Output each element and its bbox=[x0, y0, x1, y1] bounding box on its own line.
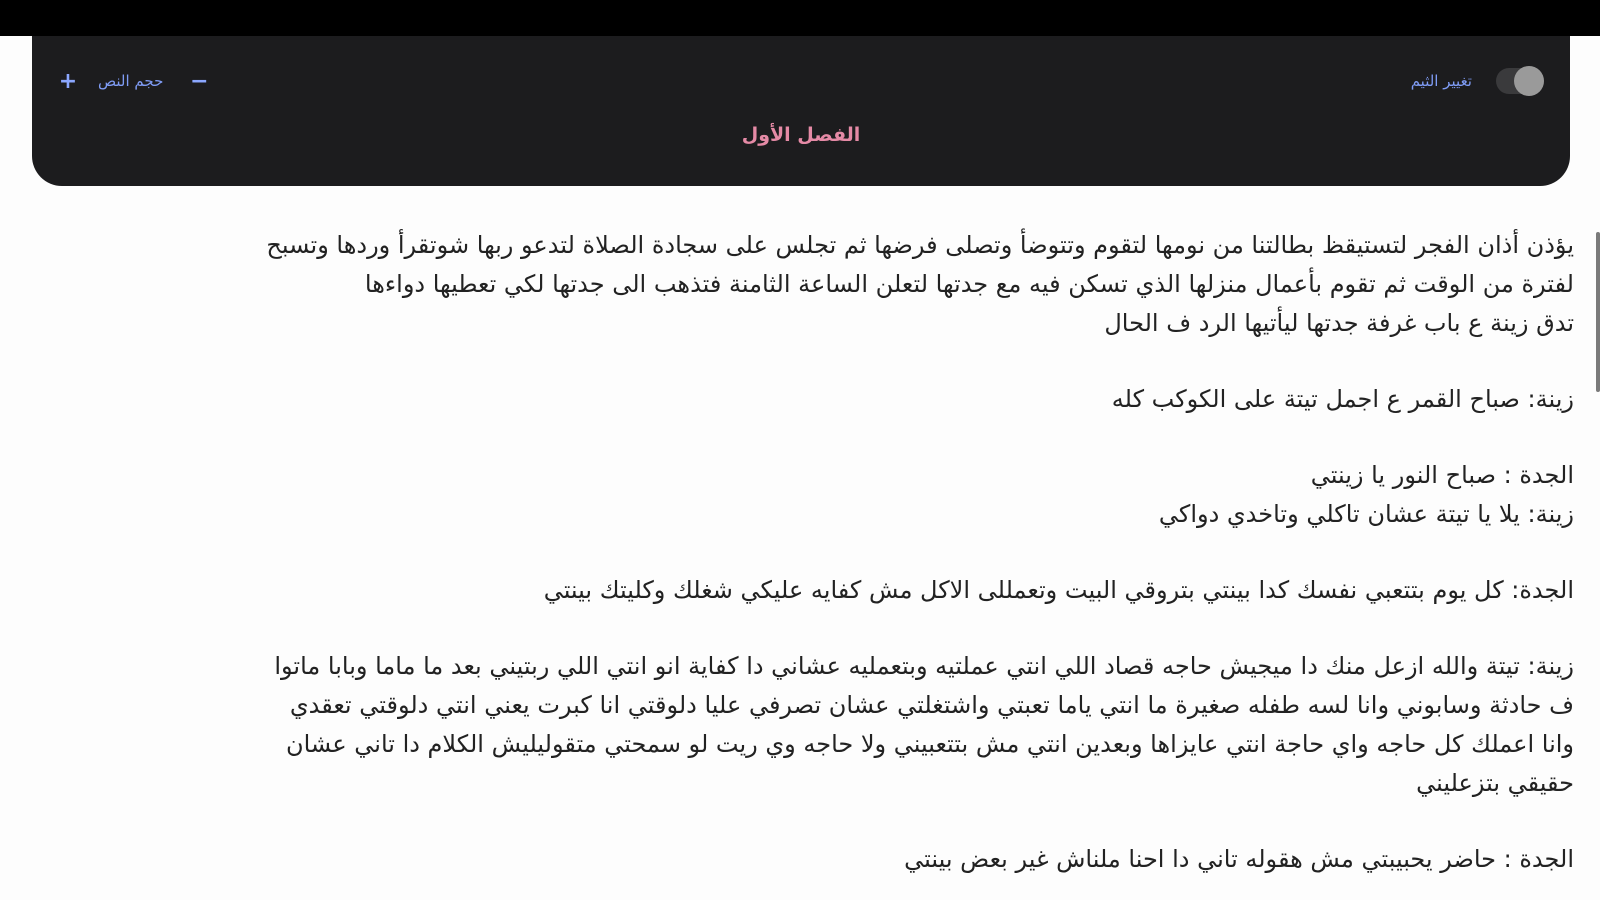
theme-toggle[interactable] bbox=[1496, 68, 1544, 94]
text-line: الجدة : صباح النور يا زينتي bbox=[1310, 461, 1574, 489]
text-line: الجدة: كل يوم بتتعبي نفسك كدا بينتي بتروقي البيت وتعمللى الاكل مش كفايه عليكي شغلك وكليتك بينتي bbox=[543, 576, 1574, 604]
text-paragraph bbox=[28, 380, 1574, 419]
text-line: الجدة : حاضر يحبيبتي مش هقوله تاني دا احنا ملناش غير بعض بينتي bbox=[904, 845, 1574, 873]
reader-header bbox=[32, 36, 1570, 186]
text-paragraph bbox=[28, 840, 1574, 879]
theme-controls bbox=[1411, 64, 1544, 98]
text-paragraph bbox=[28, 226, 1574, 343]
text-line: حقيقي بتزعليني bbox=[1416, 769, 1574, 797]
text-line: زينة: تيتة والله ازعل منك دا ميجيش حاجه قصاد اللي انتي عملتيه وبتعمليه عشاني دا كفاية انو انتي اللي ربتيني بعد ما ماما وبابا ماتوا bbox=[274, 652, 1574, 680]
text-line: ف حادثة وسابوني وانا لسه طفله صغيرة ما انتي ياما تعبتي واشتغلتي عشان تصرفي عليا دلوقتي انا كبرت يعني انتي دلوقتي تعقدي bbox=[289, 691, 1574, 719]
text-paragraph bbox=[28, 647, 1574, 803]
scrollbar[interactable] bbox=[1594, 186, 1600, 900]
text-paragraph bbox=[28, 571, 1574, 610]
status-bar bbox=[0, 0, 1600, 36]
theme-toggle-knob bbox=[1514, 66, 1544, 96]
text-paragraph bbox=[28, 456, 1574, 534]
font-size-label: حجم النص bbox=[98, 72, 164, 90]
chapter-content bbox=[28, 226, 1574, 900]
font-size-controls bbox=[54, 66, 213, 96]
scrollbar-thumb[interactable] bbox=[1596, 232, 1600, 392]
minus-icon: − bbox=[190, 68, 209, 94]
text-line: لفترة من الوقت ثم تقوم بأعمال منزلها الذي تسكن فيه مع جدتها لتعلن الساعة الثامنة فتذهب الى جدتها لكي تعطيها دواءها bbox=[364, 270, 1574, 298]
increase-font-button[interactable] bbox=[54, 67, 82, 95]
text-line: زينة: صباح القمر ع اجمل تيتة على الكوكب كله bbox=[1111, 385, 1574, 413]
chapter-title: الفصل الأول bbox=[741, 124, 861, 146]
decrease-font-button[interactable] bbox=[185, 67, 213, 95]
plus-icon: + bbox=[58, 68, 78, 94]
text-line: تدق زينة ع باب غرفة جدتها ليأتيها الرد ف الحال bbox=[1104, 309, 1574, 337]
theme-label: تغيير الثيم bbox=[1410, 72, 1472, 90]
text-line: وانا اعملك كل حاجه واي حاجة انتي عايزاها وبعدين انتي مش بتتعبيني ولا حاجه وي ريت لو سمحتي متقوليليش الكلام دا تاني عشان bbox=[285, 730, 1574, 758]
text-line: يؤذن أذان الفجر لتستيقظ بطالتنا من نومها لتقوم وتتوضأ وتصلى فرضها ثم تجلس على سجادة الصلاة لتدعو ربها شوتقرأ وردها وتسبح bbox=[266, 231, 1574, 259]
reader-page bbox=[0, 36, 1600, 900]
text-line: زينة: يلا يا تيتة عشان تاكلي وتاخدي دواكي bbox=[1158, 500, 1574, 528]
